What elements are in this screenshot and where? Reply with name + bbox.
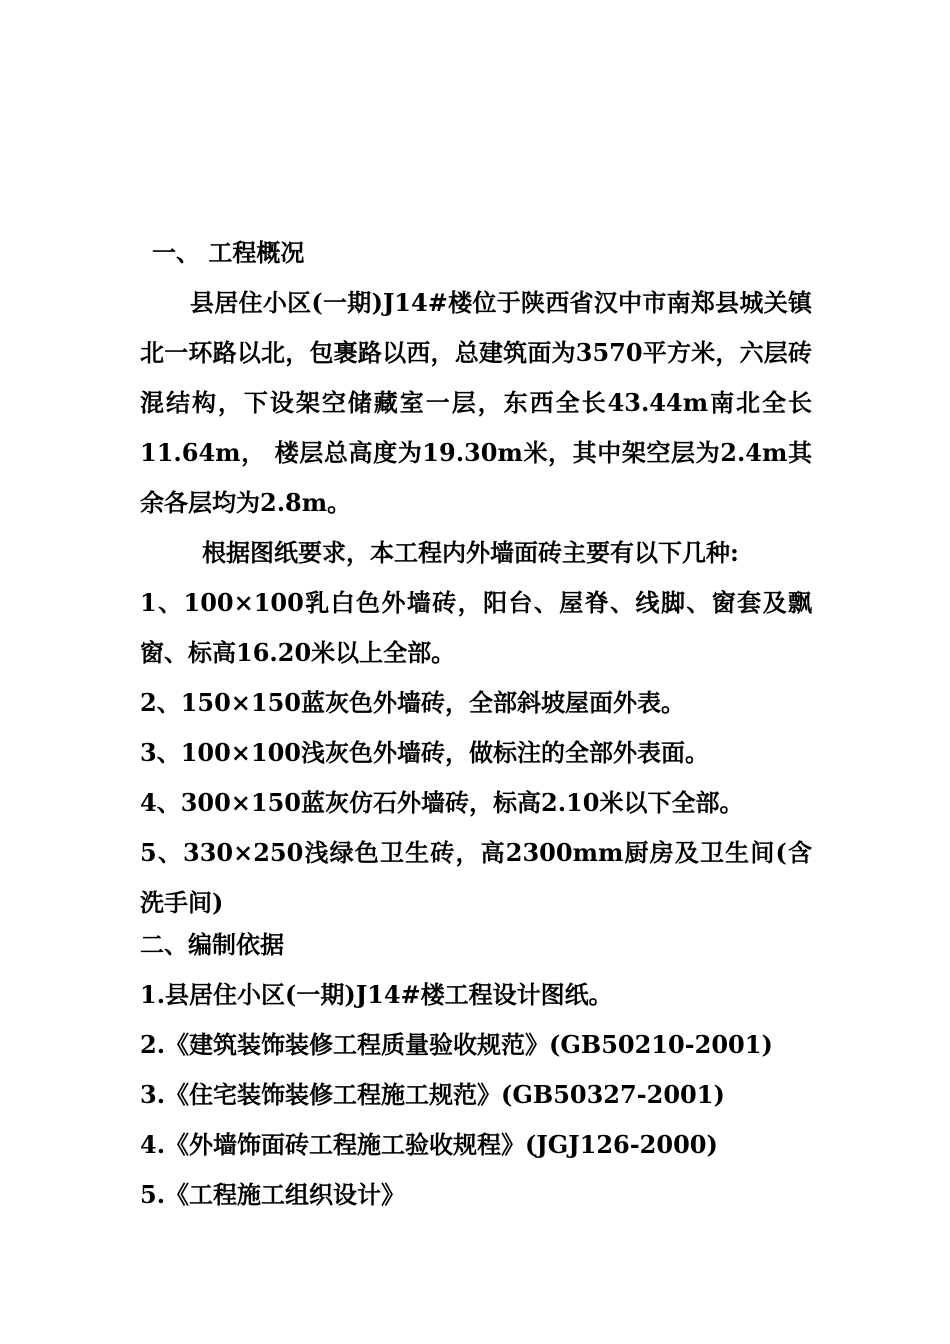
basis-item-5: 5.《工程施工组织设计》: [140, 1180, 406, 1209]
section-heading-overview: 一、 工程概况: [152, 238, 305, 267]
basis-item-4: 4.《外墙饰面砖工程施工验收规程》(JGJ126-2000): [140, 1130, 718, 1159]
tile-types-intro: 根据图纸要求，本工程内外墙面砖主要有以下几种:: [202, 538, 739, 567]
basis-item-3: 3.《住宅装饰装修工程施工规范》(GB50327-2001): [140, 1080, 725, 1109]
basis-item-1: 1.县居住小区(一期)J14#楼工程设计图纸。: [140, 980, 613, 1009]
tile-item-1: 1、100×100乳白色外墙砖，阳台、屋脊、线脚、窗套及飘窗、标高16.20米以上全部。: [140, 588, 812, 667]
tile-item-3: 3、100×100浅灰色外墙砖，做标注的全部外表面。: [140, 738, 710, 767]
overview-paragraph: 县居住小区(一期)J14#楼位于陕西省汉中市南郑县城关镇北一环路以北，包裹路以西，总建筑面为3570平方米，六层砖混结构，下设架空储藏室一层，东西全长43.44m南北全长11.64m， 楼层总高度为19.30m米，其中架空层为2.4m其余各层均为2.8m。: [140, 288, 812, 517]
tile-item-4: 4、300×150蓝灰仿石外墙砖，标高2.10米以下全部。: [140, 788, 744, 817]
section-heading-basis: 二、编制依据: [140, 930, 284, 959]
basis-item-2: 2.《建筑装饰装修工程质量验收规范》(GB50210-2001): [140, 1030, 773, 1059]
tile-item-5: 5、330×250浅绿色卫生砖，高2300mm厨房及卫生间(含洗手间): [140, 838, 812, 917]
tile-item-2: 2、150×150蓝灰色外墙砖，全部斜坡屋面外表。: [140, 688, 686, 717]
